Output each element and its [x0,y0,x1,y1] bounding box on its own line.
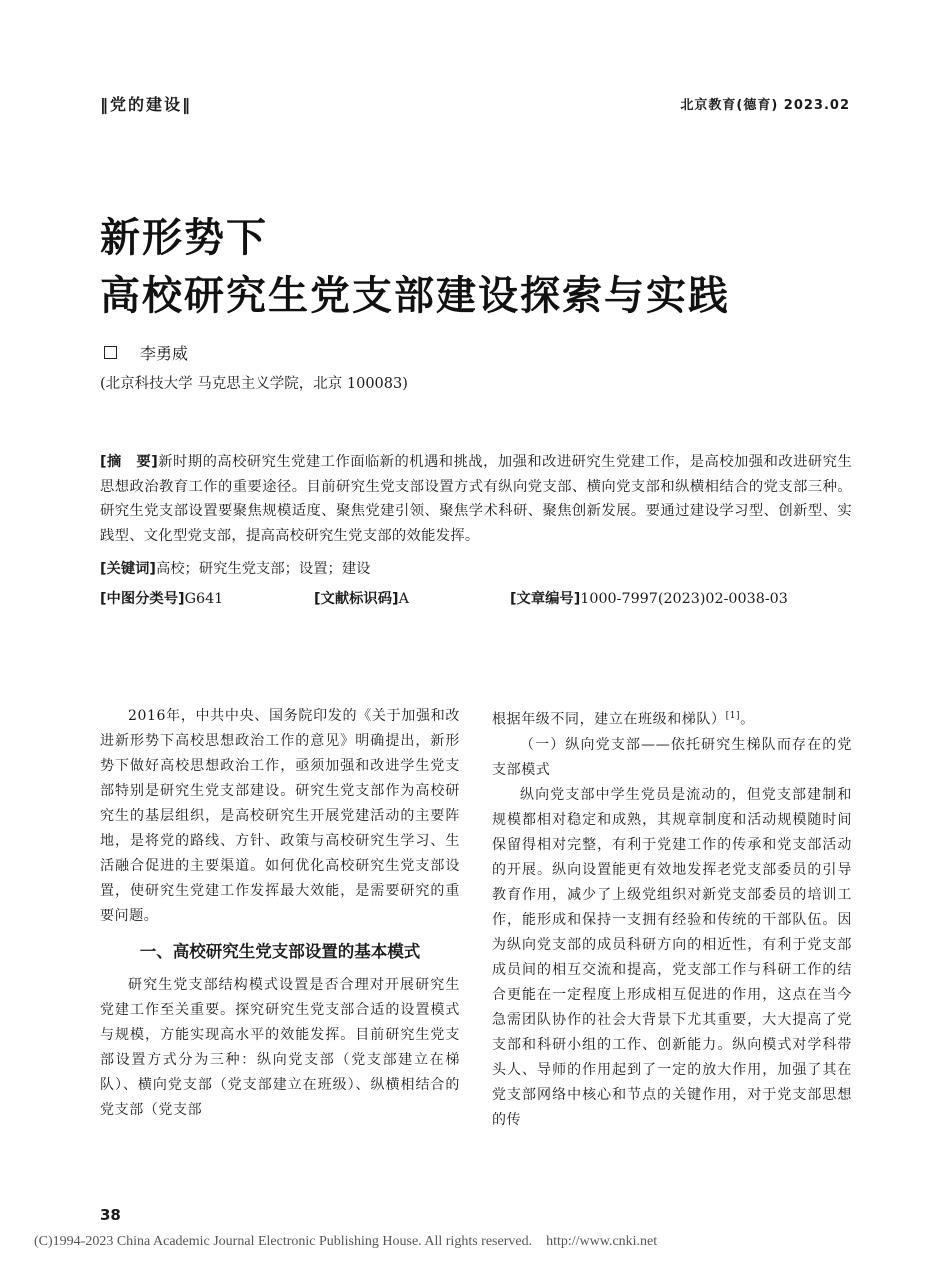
abstract-label: [摘 要] [100,454,159,470]
keywords-text: 高校；研究生党支部；设置；建设 [155,561,371,577]
page-number: 38 [100,1206,121,1224]
body-paragraph: 2016年，中共中央、国务院印发的《关于加强和改进新形势下高校思想政治工作的意见》明确提出，新形势下做好高校思想政治工作，亟须加强和改进学生党支部特别是研究生党支部建设。研究生党支部作为高校研究生的基层组织，是高校研究生开展党建活动的主要阵地，是将党的路线、方针、政策与高校研究生学习、生活融合促进的主要渠道。如何优化高校研究生党支部设置，使研究生党建工作发挥最大效能，是需要研究的重要问题。 [100,708,460,924]
body-text-end: 。 [740,711,755,728]
doc-code-label: [文献标识码] [314,591,399,607]
clc-number [100,588,223,608]
section-tag: ‖党的建设‖ [100,95,193,114]
body-text: 根据年级不同，建立在班级和梯队） [492,711,726,728]
body-paragraph: 纵向党支部中学生党员是流动的，但党支部建制和规模都相对稳定和成熟，其规章制度和活动规模随时间保留得相对完整，有利于党建工作的传承和党支部活动的开展。纵向设置能更有效地发挥老党支部委员的引导教育作用，减少了上级党组织对新党支部委员的培训工作，能形成和保持一支拥有经验和传统的干部队伍。因为纵向党支部的成员科研方向的相近性，有利于党支部成员间的相互交流和提高，党支部工作与科研工作的结合更能在一定程度上形成相互促进的作用，这点在当今急需团队协作的社会大背景下尤其重要，大大提高了党支部和科研小组的工作、创新能力。纵向模式对学科带头人、导师的作用起到了一定的放大作用，加强了其在党支部网络中核心和节点的关键作用，对于党支部思想的传 [492,786,852,1128]
body-paragraph [492,704,852,733]
body-paragraph: 研究生党支部结构模式设置是否合理对开展研究生党建工作至关重要。探究研究生党支部合适的设置模式与规模，方能实现高水平的效能发挥。目前研究生党支部设置方式分为三种：纵向党支部（党支部建立在梯队）、横向党支部（党支部建立在班级）、纵横相结合的党支部（党支部 [100,977,460,1118]
article-title-line-1: 新形势下 [100,215,268,261]
abstract [100,450,852,548]
citation-ref: [1] [725,711,741,721]
keywords [100,558,370,578]
author-box-icon [104,346,117,359]
article-id-value: 1000-7997(2023)02-0038-03 [580,591,788,607]
body-column-right [492,704,852,1133]
keywords-label: [关键词] [100,561,156,577]
author-name: 李勇威 [140,344,189,363]
article-id [510,588,788,608]
clc-label: [中图分类号] [100,591,185,607]
article-id-label: [文章编号] [510,591,581,607]
section-heading: 一、高校研究生党支部设置的基本模式 [139,942,421,961]
journal-issue: 北京教育(德育) 2023.02 [680,98,850,113]
abstract-text: 新时期的高校研究生党建工作面临新的机遇和挑战，加强和改进研究生党建工作，是高校加强和改进研究生思想政治教育工作的重要途径。目前研究生党支部设置方式有纵向党支部、横向党支部和纵横相结合的党支部三种。研究生党支部设置要聚焦规模适度、聚焦党建引领、聚焦学术科研、聚焦创新发展。要通过建设学习型、创新型、实践型、文化型党支部，提高高校研究生党支部的效能发挥。 [100,454,852,544]
article-title-line-2: 高校研究生党支部建设探索与实践 [100,273,730,319]
clc-value: G641 [184,591,224,607]
copyright-footer: (C)1994-2023 China Academic Journal Electronic Publishing House. All rights reserved. http://www.cnki.net [34,1234,658,1249]
doc-code-value: A [398,591,409,607]
author-affiliation: (北京科技大学 马克思主义学院，北京 100083) [100,376,408,392]
document-code [314,588,409,608]
subsection-heading: （一）纵向党支部——依托研究生梯队而存在的党支部模式 [492,736,852,778]
body-column-left [100,704,460,1123]
